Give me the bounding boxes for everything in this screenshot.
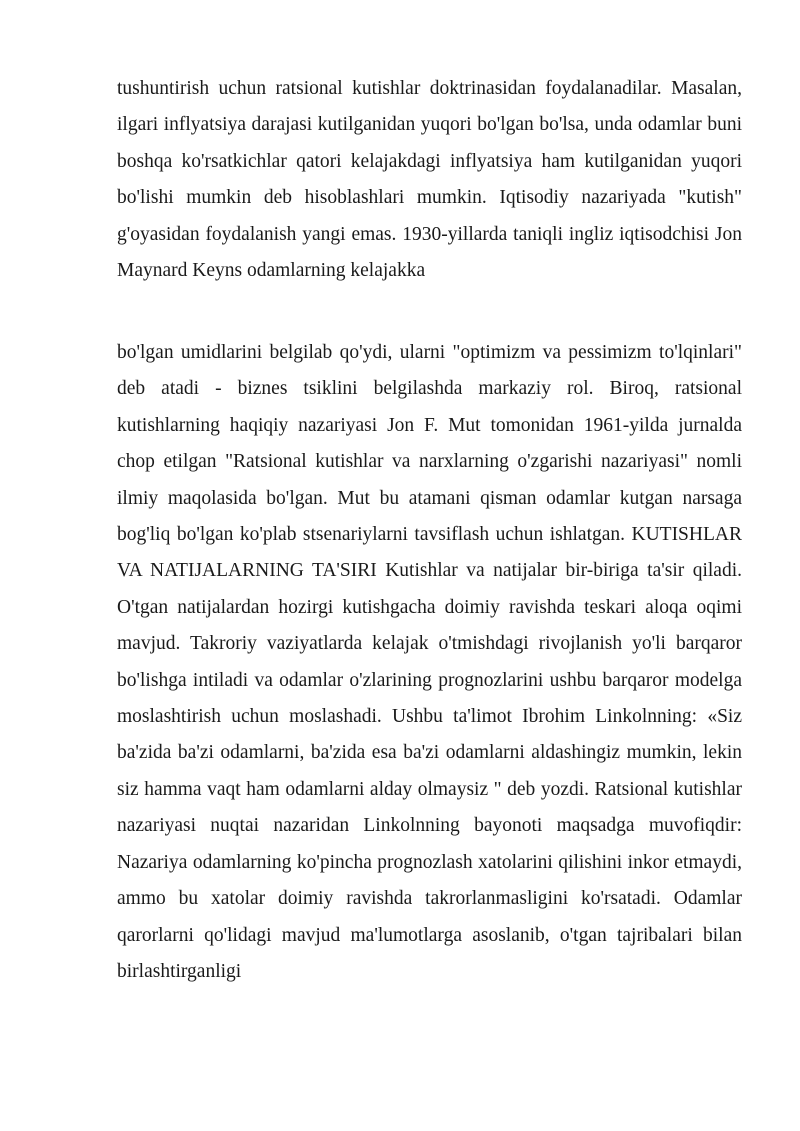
body-paragraph-1: tushuntirish uchun ratsional kutishlar doktrinasidan foydalanadilar. Masalan, ilgari inflyatsiya darajasi kutilganidan yuqori bo'lgan bo'lsa, unda odamlar buni boshqa ko'rsatkichlar qatori kelajakdagi inflyatsiya ham kutilganidan yuqori bo'lishi mumkin deb hisoblashlari mumkin. Iqtisodiy nazariyada "kutish" g'oyasidan foydalanish yangi emas. 1930-yillarda taniqli ingliz iqtisodchisi Jon Maynard Keyns odamlarning kelajakka — [117, 78, 742, 282]
body-paragraph-2: bo'lgan umidlarini belgilab qo'ydi, ularni "optimizm va pessimizm to'lqinlari" deb atadi - biznes tsiklini belgilashda markaziy rol. Biroq, ratsional kutishlarning haqiqiy nazariyasi Jon F. Mut tomonidan 1961-yilda jurnalda chop etilgan "Ratsional kutishlar va narxlarning o'zgarishi nazariyasi" nomli ilmiy maqolasida bo'lgan. Mut bu atamani qisman odamlar kutgan narsaga bog'liq bo'lgan ko'plab stsenariylarni tavsiflash uchun ishlatgan. KUTISHLAR VA NATIJALARNING TA'SIRI Kutishlar va natijalar bir-biriga ta'sir qiladi. O'tgan natijalardan hozirgi kutishgacha doimiy ravishda teskari aloqa oqimi mavjud. Takroriy vaziyatlarda kelajak o'tmishdagi rivojlanish yo'li barqaror bo'lishga intiladi va odamlar o'zlarining prognozlarini ushbu barqaror modelga moslashtirish uchun moslashadi. Ushbu ta'limot Ibrohim Linkolnning: «Siz ba'zida ba'zi odamlarni, ba'zida esa ba'zi odamlarni aldashingiz mumkin, lekin siz hamma vaqt ham odamlarni alday olmaysiz " deb yozdi. Ratsional kutishlar nazariyasi nuqtai nazaridan Linkolnning bayonoti maqsadga muvofiqdir: Nazariya odamlarning ko'pincha prognozlash xatolarini qilishini inkor etmaydi, ammo bu xatolar doimiy ravishda takrorlanmasligini ko'rsatadi. Odamlar qarorlarni qo'lidagi mavjud ma'lumotlarga asoslanib, o'tgan tajribalari bilan birlashtirganligi — [117, 342, 742, 982]
